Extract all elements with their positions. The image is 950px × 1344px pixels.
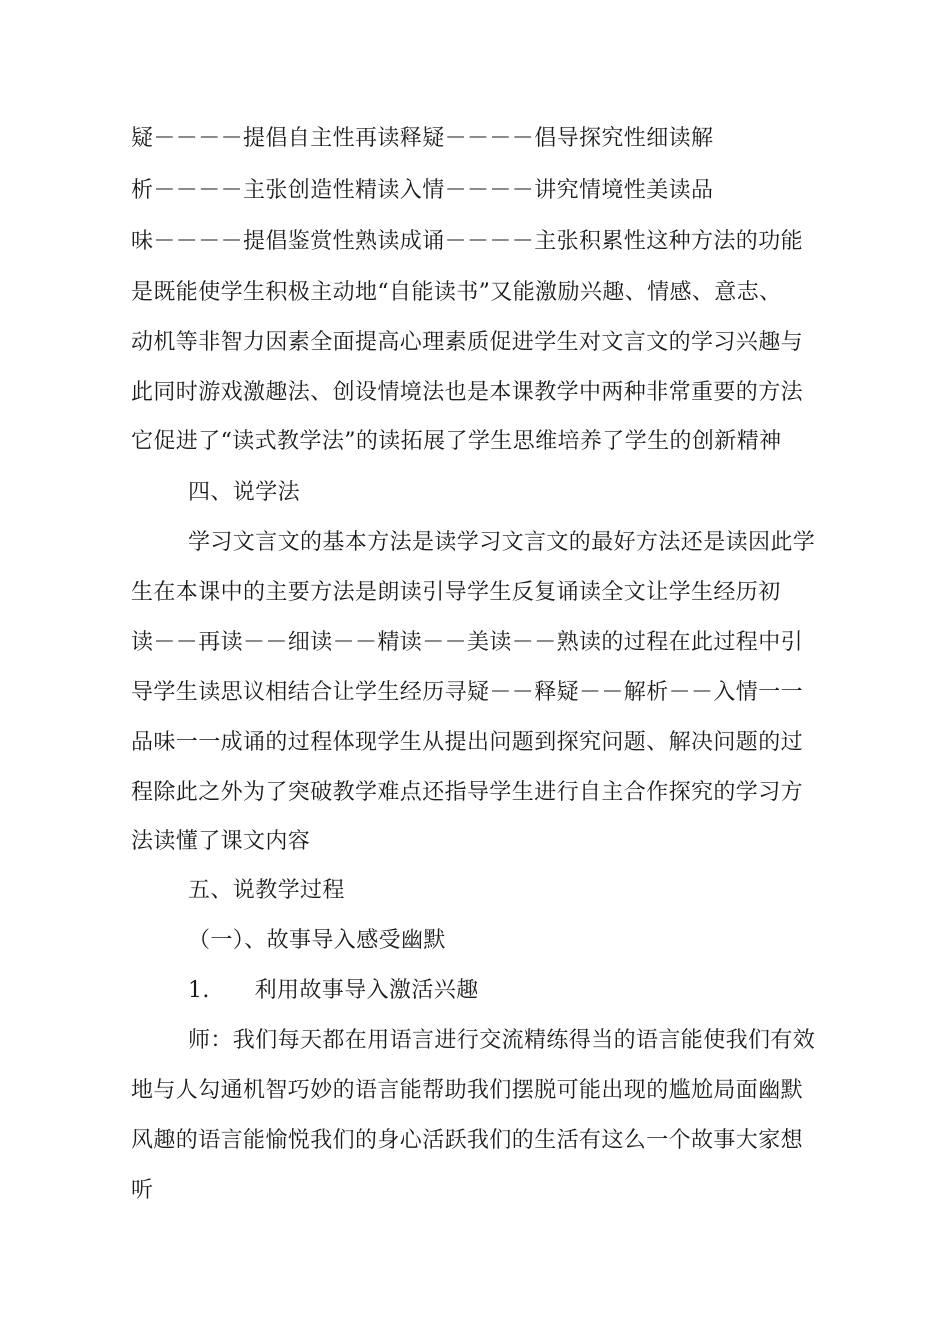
body-text-line: 法读懂了课文内容 — [131, 829, 311, 854]
body-text-line: 地与人勾通机智巧妙的语言能帮助我们摆脱可能出现的尴尬局面幽默 — [131, 1078, 804, 1103]
body-text-line: 动机等非智力因素全面提高心理素质促进学生对文言文的学习兴趣与 — [131, 330, 804, 355]
numbered-item-heading: 1. 利用故事导入激活兴趣 — [188, 978, 479, 1003]
body-text-line: 生在本课中的主要方法是朗读引导学生反复诵读全文让学生经历初 — [131, 580, 781, 605]
body-text-line: 程除此之外为了突破教学难点还指导学生进行自主合作探究的学习方 — [131, 780, 804, 805]
section-heading-teaching-process: 五、说教学过程 — [188, 878, 345, 903]
body-text-line: 疑－－－－提倡自主性再读释疑－－－－倡导探究性细读解 — [131, 126, 714, 151]
body-text-line: 导学生读思议相结合让学生经历寻疑－－释疑－－解析－－入情一一 — [131, 680, 804, 705]
body-text-line: 读－－再读－－细读－－精读－－美读－－熟读的过程在此过程中引 — [131, 630, 804, 655]
body-text-line: 此同时游戏激趣法、创设情境法也是本课教学中两种非常重要的方法 — [131, 380, 804, 405]
paragraph-first-line: 学习文言文的基本方法是读学习文言文的最好方法还是读因此学 — [188, 530, 816, 555]
body-text-line: 析－－－－主张创造性精读入情－－－－讲究情境性美读品 — [131, 178, 714, 203]
body-text-line: 品味一一成诵的过程体现学生从提出问题到探究问题、解决问题的过 — [131, 730, 804, 755]
body-text-line: 听 — [131, 1178, 154, 1203]
body-text-line: 风趣的语言能愉悦我们的身心活跃我们的生活有这么一个故事大家想 — [131, 1128, 804, 1153]
body-text-line: 味－－－－提倡鉴赏性熟读成诵－－－－主张积累性这种方法的功能 — [131, 229, 804, 254]
body-text-line: 它促进了“读式教学法”的读拓展了学生思维培养了学生的创新精神 — [131, 429, 782, 454]
section-heading-study-method: 四、说学法 — [188, 480, 301, 505]
paragraph-first-line: 师：我们每天都在用语言进行交流精练得当的语言能使我们有效 — [188, 1028, 816, 1053]
body-text-line: 是既能使学生积极主动地“自能读书”又能激励兴趣、情感、意志、 — [131, 280, 782, 305]
subsection-heading: （一）、故事导入感受幽默 — [188, 928, 446, 953]
